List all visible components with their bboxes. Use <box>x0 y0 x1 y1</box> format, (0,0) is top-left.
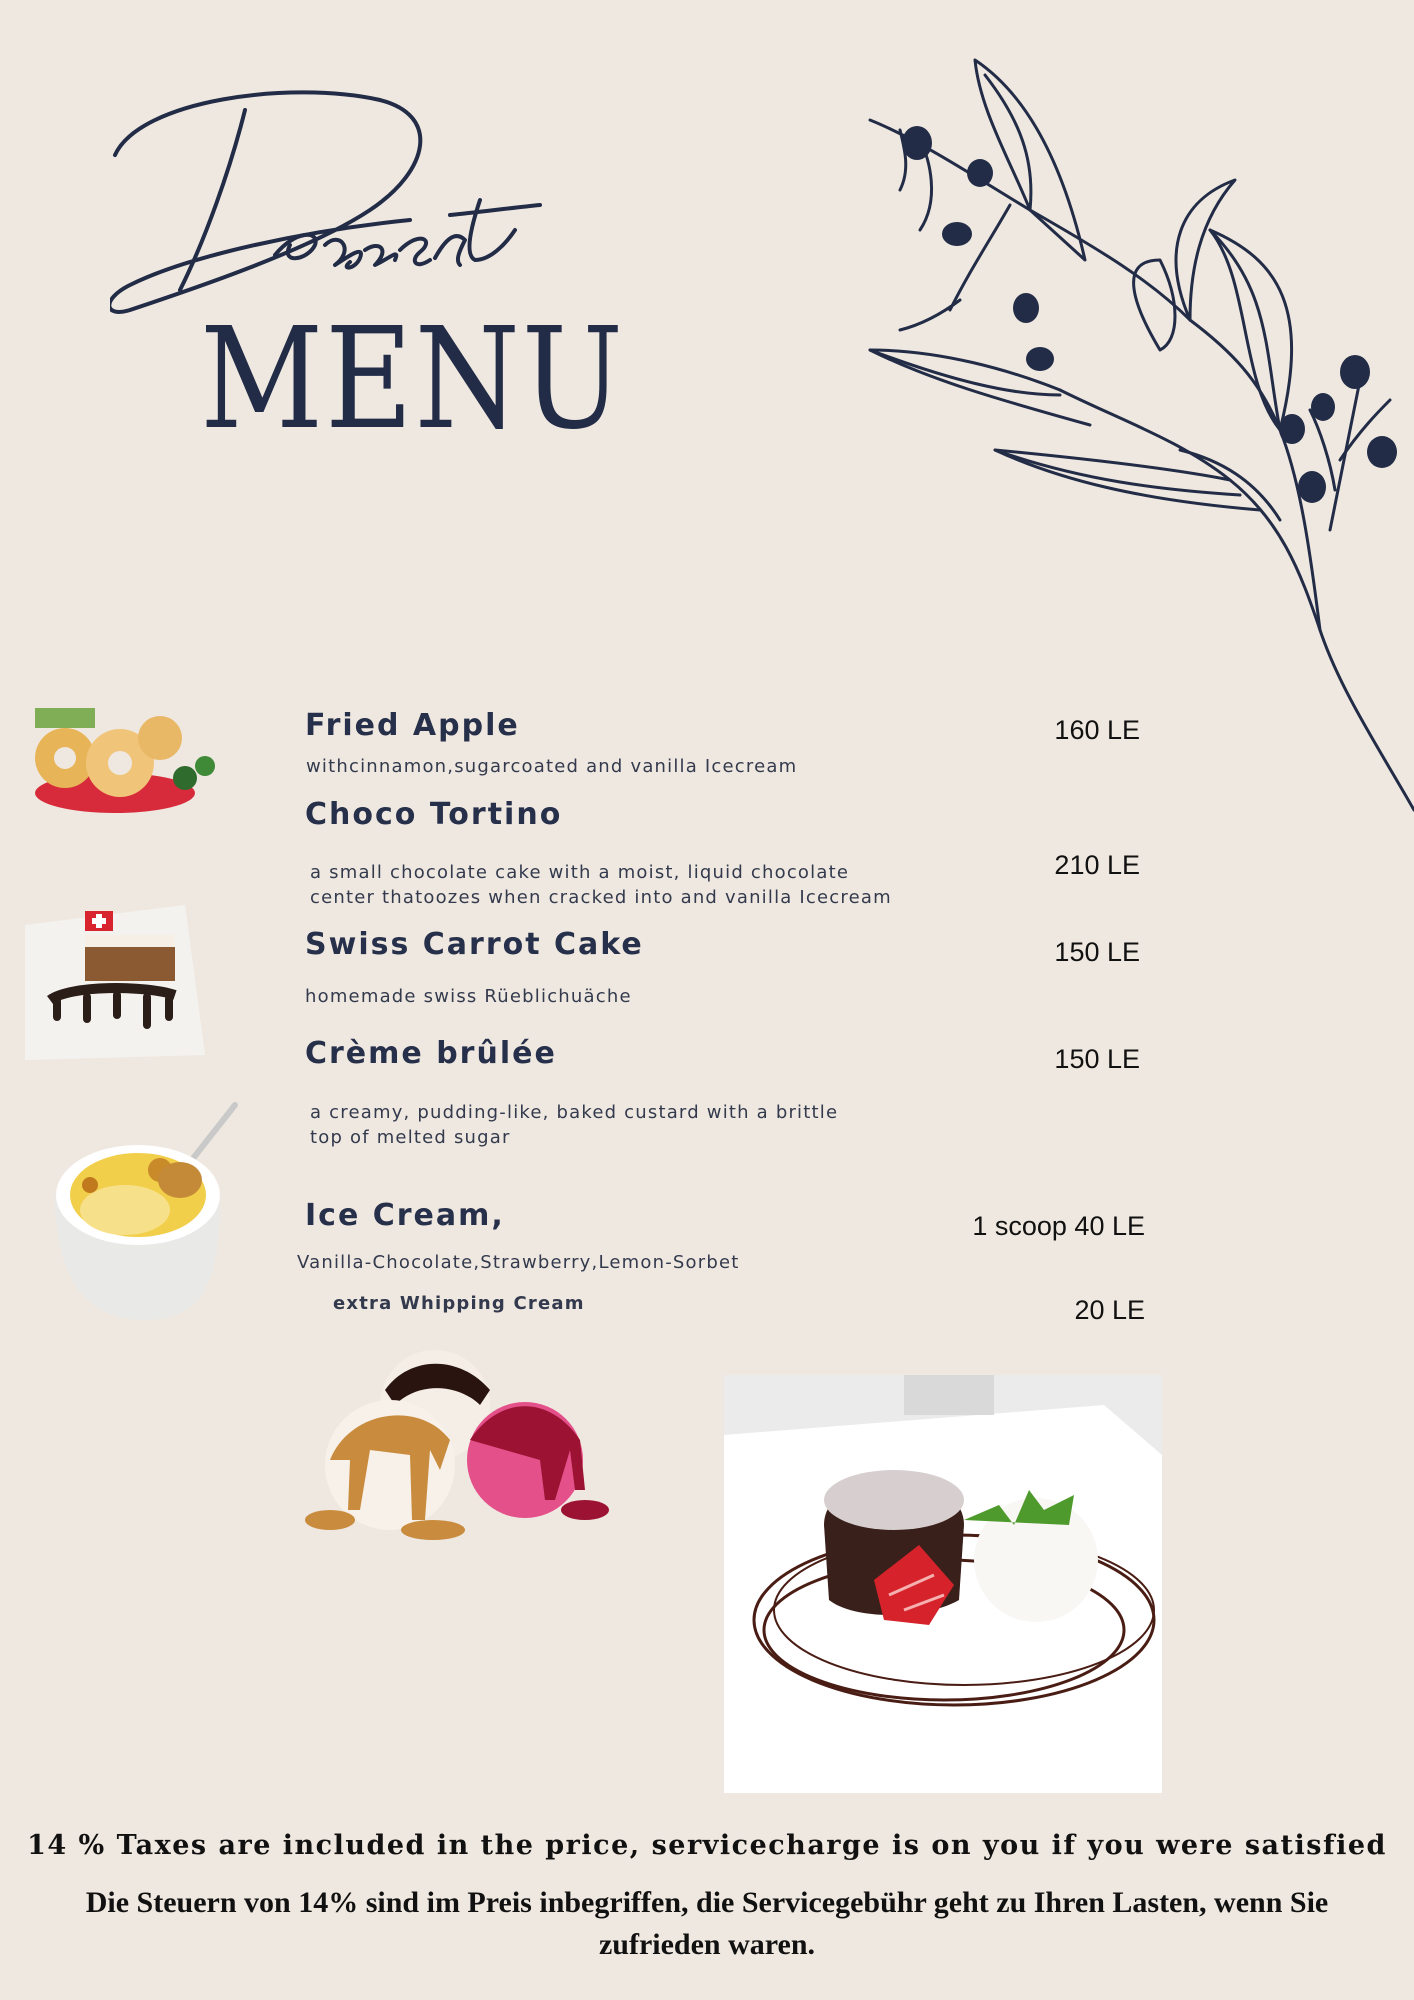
item-name-ice-cream: Ice Cream, <box>305 1198 505 1233</box>
item-desc-ice-cream: Vanilla-Chocolate,Strawberry,Lemon-Sorbet <box>297 1252 740 1273</box>
item-desc-line: a creamy, pudding-like, baked custard with a brittle <box>310 1102 839 1123</box>
item-desc-creme-brulee <box>310 1100 838 1150</box>
item-desc-fried-apple: withcinnamon,sugarcoated and vanilla Icecream <box>306 756 798 777</box>
price-fried-apple: 160 LE <box>1054 715 1140 745</box>
price-swiss-carrot-cake: 150 LE <box>1054 937 1140 967</box>
price-ice-cream: 1 scoop 40 LE <box>972 1211 1145 1241</box>
item-desc-swiss-carrot-cake: homemade swiss Rüeblichuäche <box>305 986 632 1007</box>
ice-cream-scoops-image <box>300 1350 610 1540</box>
dessert-script-title <box>110 80 580 320</box>
item-name-choco-tortino: Choco Tortino <box>305 797 563 832</box>
item-desc-choco-tortino <box>310 860 892 910</box>
choco-tortino-image <box>724 1375 1162 1793</box>
price-creme-brulee: 150 LE <box>1054 1044 1140 1074</box>
branch-illustration <box>860 50 1414 830</box>
item-desc-line: top of melted sugar <box>310 1127 511 1148</box>
item-name-swiss-carrot-cake: Swiss Carrot Cake <box>305 927 644 962</box>
footer-tax-note-en: 14 % Taxes are included in the price, servicecharge is on you if you were satisfied <box>27 1830 1387 1861</box>
footer-tax-note-de: Die Steuern von 14% sind im Preis inbegriffen, die Servicegebühr geht zu Ihren Lasten, wenn Sie zufrieden waren. <box>85 1886 1329 1961</box>
price-extra-whipping-cream: 20 LE <box>1074 1295 1145 1325</box>
price-choco-tortino: 210 LE <box>1054 850 1140 880</box>
creme-brulee-image <box>50 1100 245 1325</box>
item-name-creme-brulee: Crème brûlée <box>305 1036 557 1071</box>
extra-whipping-cream: extra Whipping Cream <box>333 1293 585 1314</box>
fried-apple-image <box>25 708 215 823</box>
menu-title: MENU <box>200 298 625 461</box>
item-desc-line: center thatoozes when cracked into and vanilla Icecream <box>310 887 892 908</box>
item-desc-line: a small chocolate cake with a moist, liquid chocolate <box>310 862 850 883</box>
carrot-cake-image <box>25 905 205 1060</box>
item-name-fried-apple: Fried Apple <box>305 708 520 743</box>
